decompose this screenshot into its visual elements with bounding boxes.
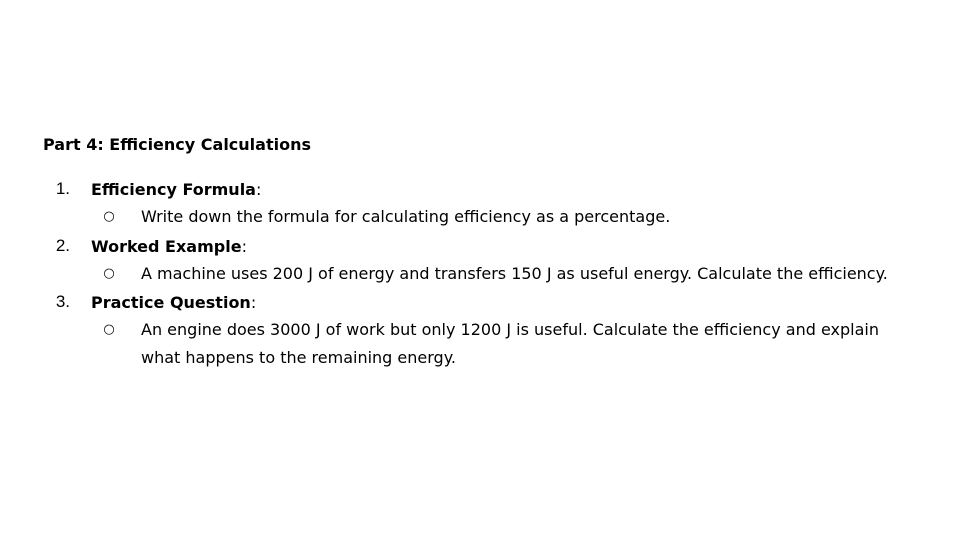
list-item-title-line: [91, 237, 247, 257]
hollow-circle-bullet-icon: ○: [103, 266, 115, 281]
list-number: 3.: [55, 292, 70, 311]
list-number: 1.: [55, 179, 70, 198]
list-item-colon: :: [250, 293, 257, 312]
list-item-colon: :: [255, 180, 262, 199]
list-item-title-line: [91, 180, 261, 200]
hollow-circle-bullet-icon: ○: [103, 209, 115, 224]
list-item-title-line: [91, 293, 256, 313]
list-item-colon: :: [241, 237, 247, 256]
sub-item-text: An engine does 3000 J of work but only 1200 J is useful. Calculate the efficiency and explain: [141, 320, 879, 339]
list-item-title: Efficiency Formula: [91, 180, 256, 199]
list-item-title: Practice Question: [91, 293, 251, 312]
sub-item-text-continuation: what happens to the remaining energy.: [141, 348, 456, 367]
sub-item-text: Write down the formula for calculating efficiency as a percentage.: [141, 207, 671, 226]
hollow-circle-bullet-icon: ○: [103, 322, 115, 337]
sub-item-text: A machine uses 200 J of energy and transfers 150 J as useful energy. Calculate the efficiency.: [141, 264, 888, 283]
list-item-title: Worked Example: [91, 237, 242, 256]
section-heading: Part 4: Efficiency Calculations: [43, 135, 311, 154]
list-number: 2.: [55, 236, 70, 255]
